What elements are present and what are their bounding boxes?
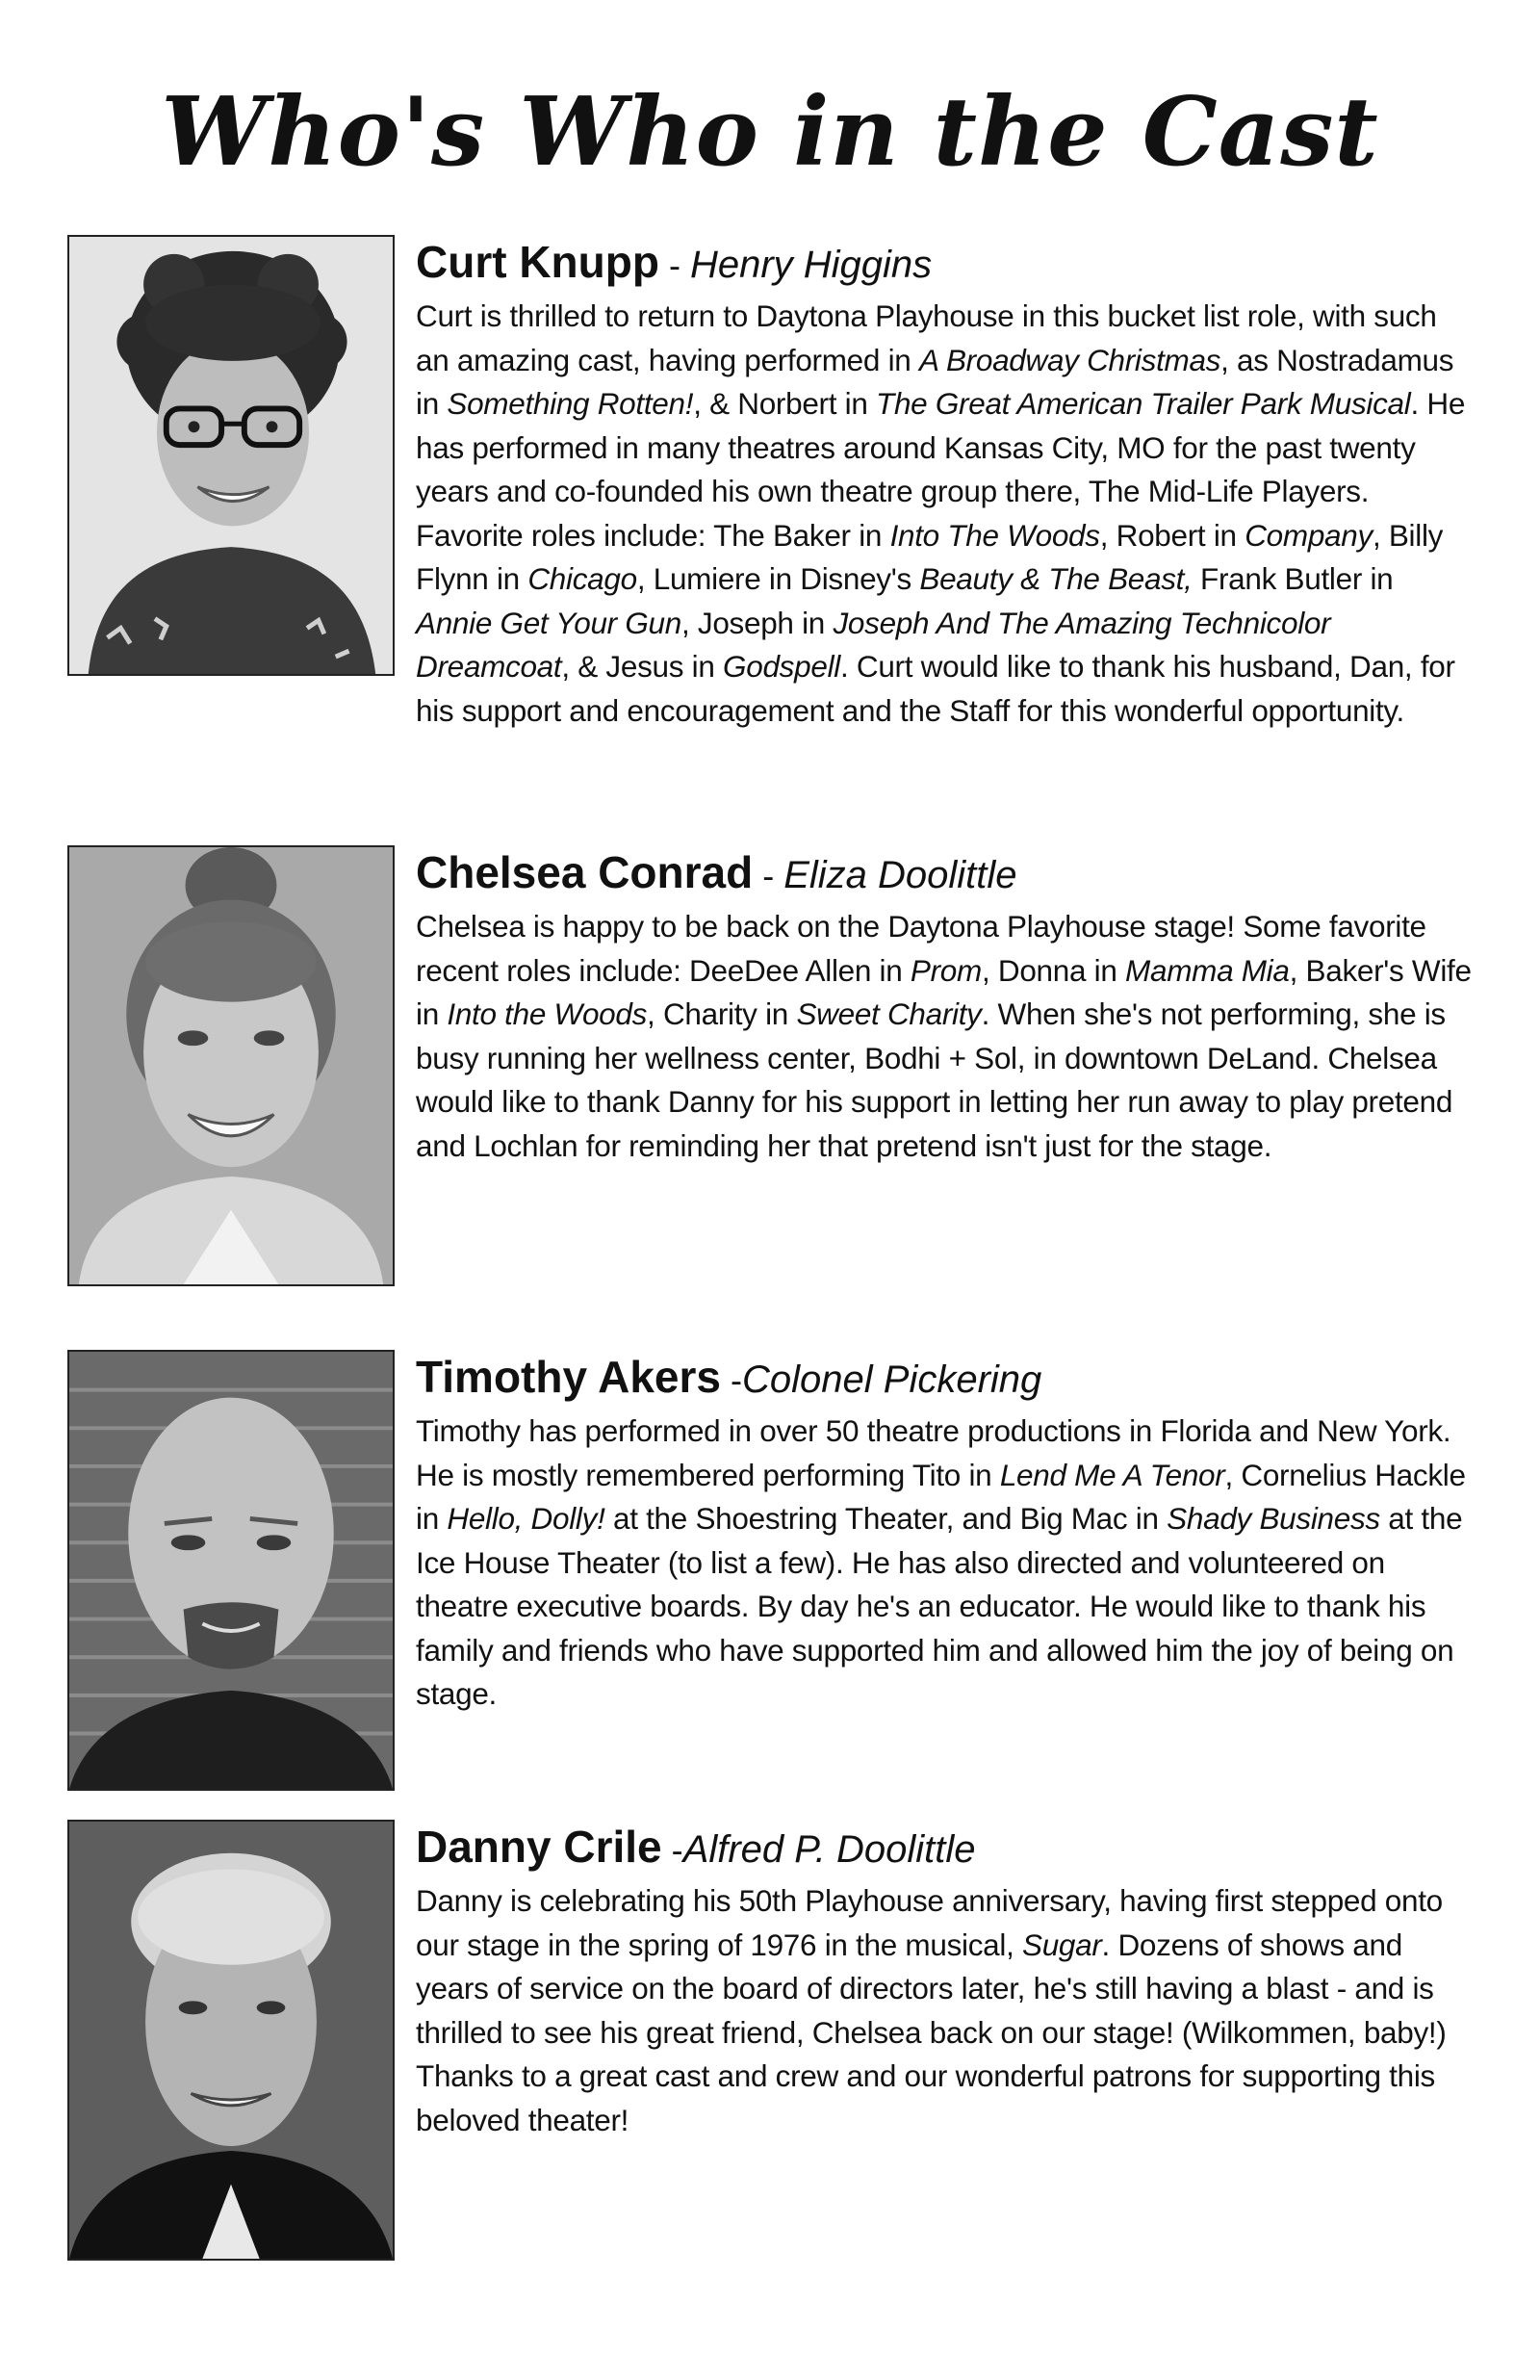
headshot-photo [67,845,395,1286]
bio-text: , Charity in [647,996,797,1031]
bio-text: , as Nostradamus in [416,342,1454,421]
bio-text: , Baker's Wife in [416,952,1472,1031]
bio-text: Timothy has performed in over 50 theatre productions in Florida and New York. He is mostly remembered performing Tito in [416,1413,1451,1492]
bio-text: , Lumiere in Disney's [636,561,920,596]
actor-bio [416,1879,1475,2142]
bio-italic-title: Chicago [527,561,637,596]
bio-italic-title: Lend Me A Tenor [999,1457,1225,1492]
actor-name: Curt Knupp [416,237,659,287]
bio-italic-title: Hello, Dolly! [447,1501,605,1536]
role-name: Henry Higgins [689,244,933,286]
bio-italic-title: Into The Woods [889,517,1100,553]
bio-italic-title: Joseph And The Amazing Technicolor Dreamcoat [416,605,1331,684]
bio-italic-title: Sweet Charity [796,996,982,1031]
bio-italic-title: Shady Business [1167,1501,1380,1536]
bio-text: . Curt would like to thank his husband, Dan, for his support and encouragement and the Staff for this wonderful opportunity. [416,649,1455,728]
bio-text: Danny is celebrating his 50th Playhouse anniversary, having first stepped onto our stage in the spring of 1976 in the musical, [416,1883,1443,1962]
page-title: Who's Who in the Cast [161,77,1379,188]
bio-text: , Billy Flynn in [416,517,1444,596]
actor-name: Chelsea Conrad [416,847,754,897]
role-name: Eliza Doolittle [783,854,1017,896]
bio-italic-title: Beauty & The Beast, [919,561,1193,596]
cast-header [416,1350,1475,1408]
bio-text: , Joseph in [680,605,834,640]
actor-bio [416,905,1475,1168]
cast-header [416,1820,1475,1877]
bio-text: , Donna in [981,952,1126,988]
bio-text: , Cornelius Hackle in [416,1457,1466,1536]
bio-italic-title: Company [1245,517,1373,553]
bio-text: Frank Butler in [1192,561,1394,596]
bio-italic-title: Annie Get Your Gun [416,605,681,640]
bio-text: . Dozens of shows and years of service on the board of directors later, he's still having a blast - and is thrilled to see his great friend, Chelsea back on our stage! (Wilkommen, baby!) Thanks to a great cast and crew and our wonderful patrons for supporting this beloved theater! [416,1927,1447,2137]
bio-italic-title: Mamma Mia [1125,952,1290,988]
name-role-separator: - [658,246,690,285]
name-role-separator: - [721,1360,742,1400]
bio-italic-title: Godspell [723,649,840,684]
bio-italic-title: Something Rotten! [447,386,694,421]
bio-text: , & Jesus in [561,649,724,684]
actor-bio [416,1410,1475,1717]
headshot-photo [67,1350,395,1791]
bio-text: , & Norbert in [693,386,877,421]
bio-italic-title: Into the Woods [447,996,648,1031]
bio-text: . He has performed in many theatres around Kansas City, MO for the past twenty years and co-founded his own theatre group there, The Mid-Life Players. Favorite roles include: The Baker in [416,386,1466,553]
bio-text: Curt is thrilled to return to Daytona Playhouse in this bucket list role, with such an amazing cast, having performed in [416,298,1437,377]
bio-text: . When she's not performing, she is busy running her wellness center, Bodhi + Sol, in downtown DeLand. Chelsea would like to thank Danny for his support in letting her run away to play pretend and Lochlan for reminding her that pretend isn't just for the stage. [416,996,1453,1163]
bio-italic-title: The Great American Trailer Park Musical [876,386,1411,421]
bio-text: at the Shoestring Theater, and Big Mac in [604,1501,1168,1536]
actor-name: Timothy Akers [416,1352,721,1402]
name-role-separator: - [753,856,784,895]
bio-italic-title: A Broadway Christmas [918,342,1221,377]
bio-text: , Robert in [1099,517,1245,553]
bio-italic-title: Sugar [1021,1927,1102,1962]
cast-header [416,845,1475,903]
name-role-separator: - [661,1830,683,1870]
bio-text: at the Ice House Theater (to list a few). He has also directed and volunteered on theatre executive boards. By day he's an educator. He would like to thank his family and friends who have supported him and allowed him the joy of being on stage. [416,1501,1463,1711]
cast-header [416,235,1475,293]
actor-name: Danny Crile [416,1822,662,1872]
role-name: Alfred P. Doolittle [682,1828,976,1871]
headshot-photo [67,235,395,676]
actor-bio [416,295,1475,733]
bio-italic-title: Prom [910,952,982,988]
bio-text: Chelsea is happy to be back on the Daytona Playhouse stage! Some favorite recent roles include: DeeDee Allen in [416,909,1426,988]
headshot-photo [67,1820,395,2261]
role-name: Colonel Pickering [742,1358,1042,1401]
